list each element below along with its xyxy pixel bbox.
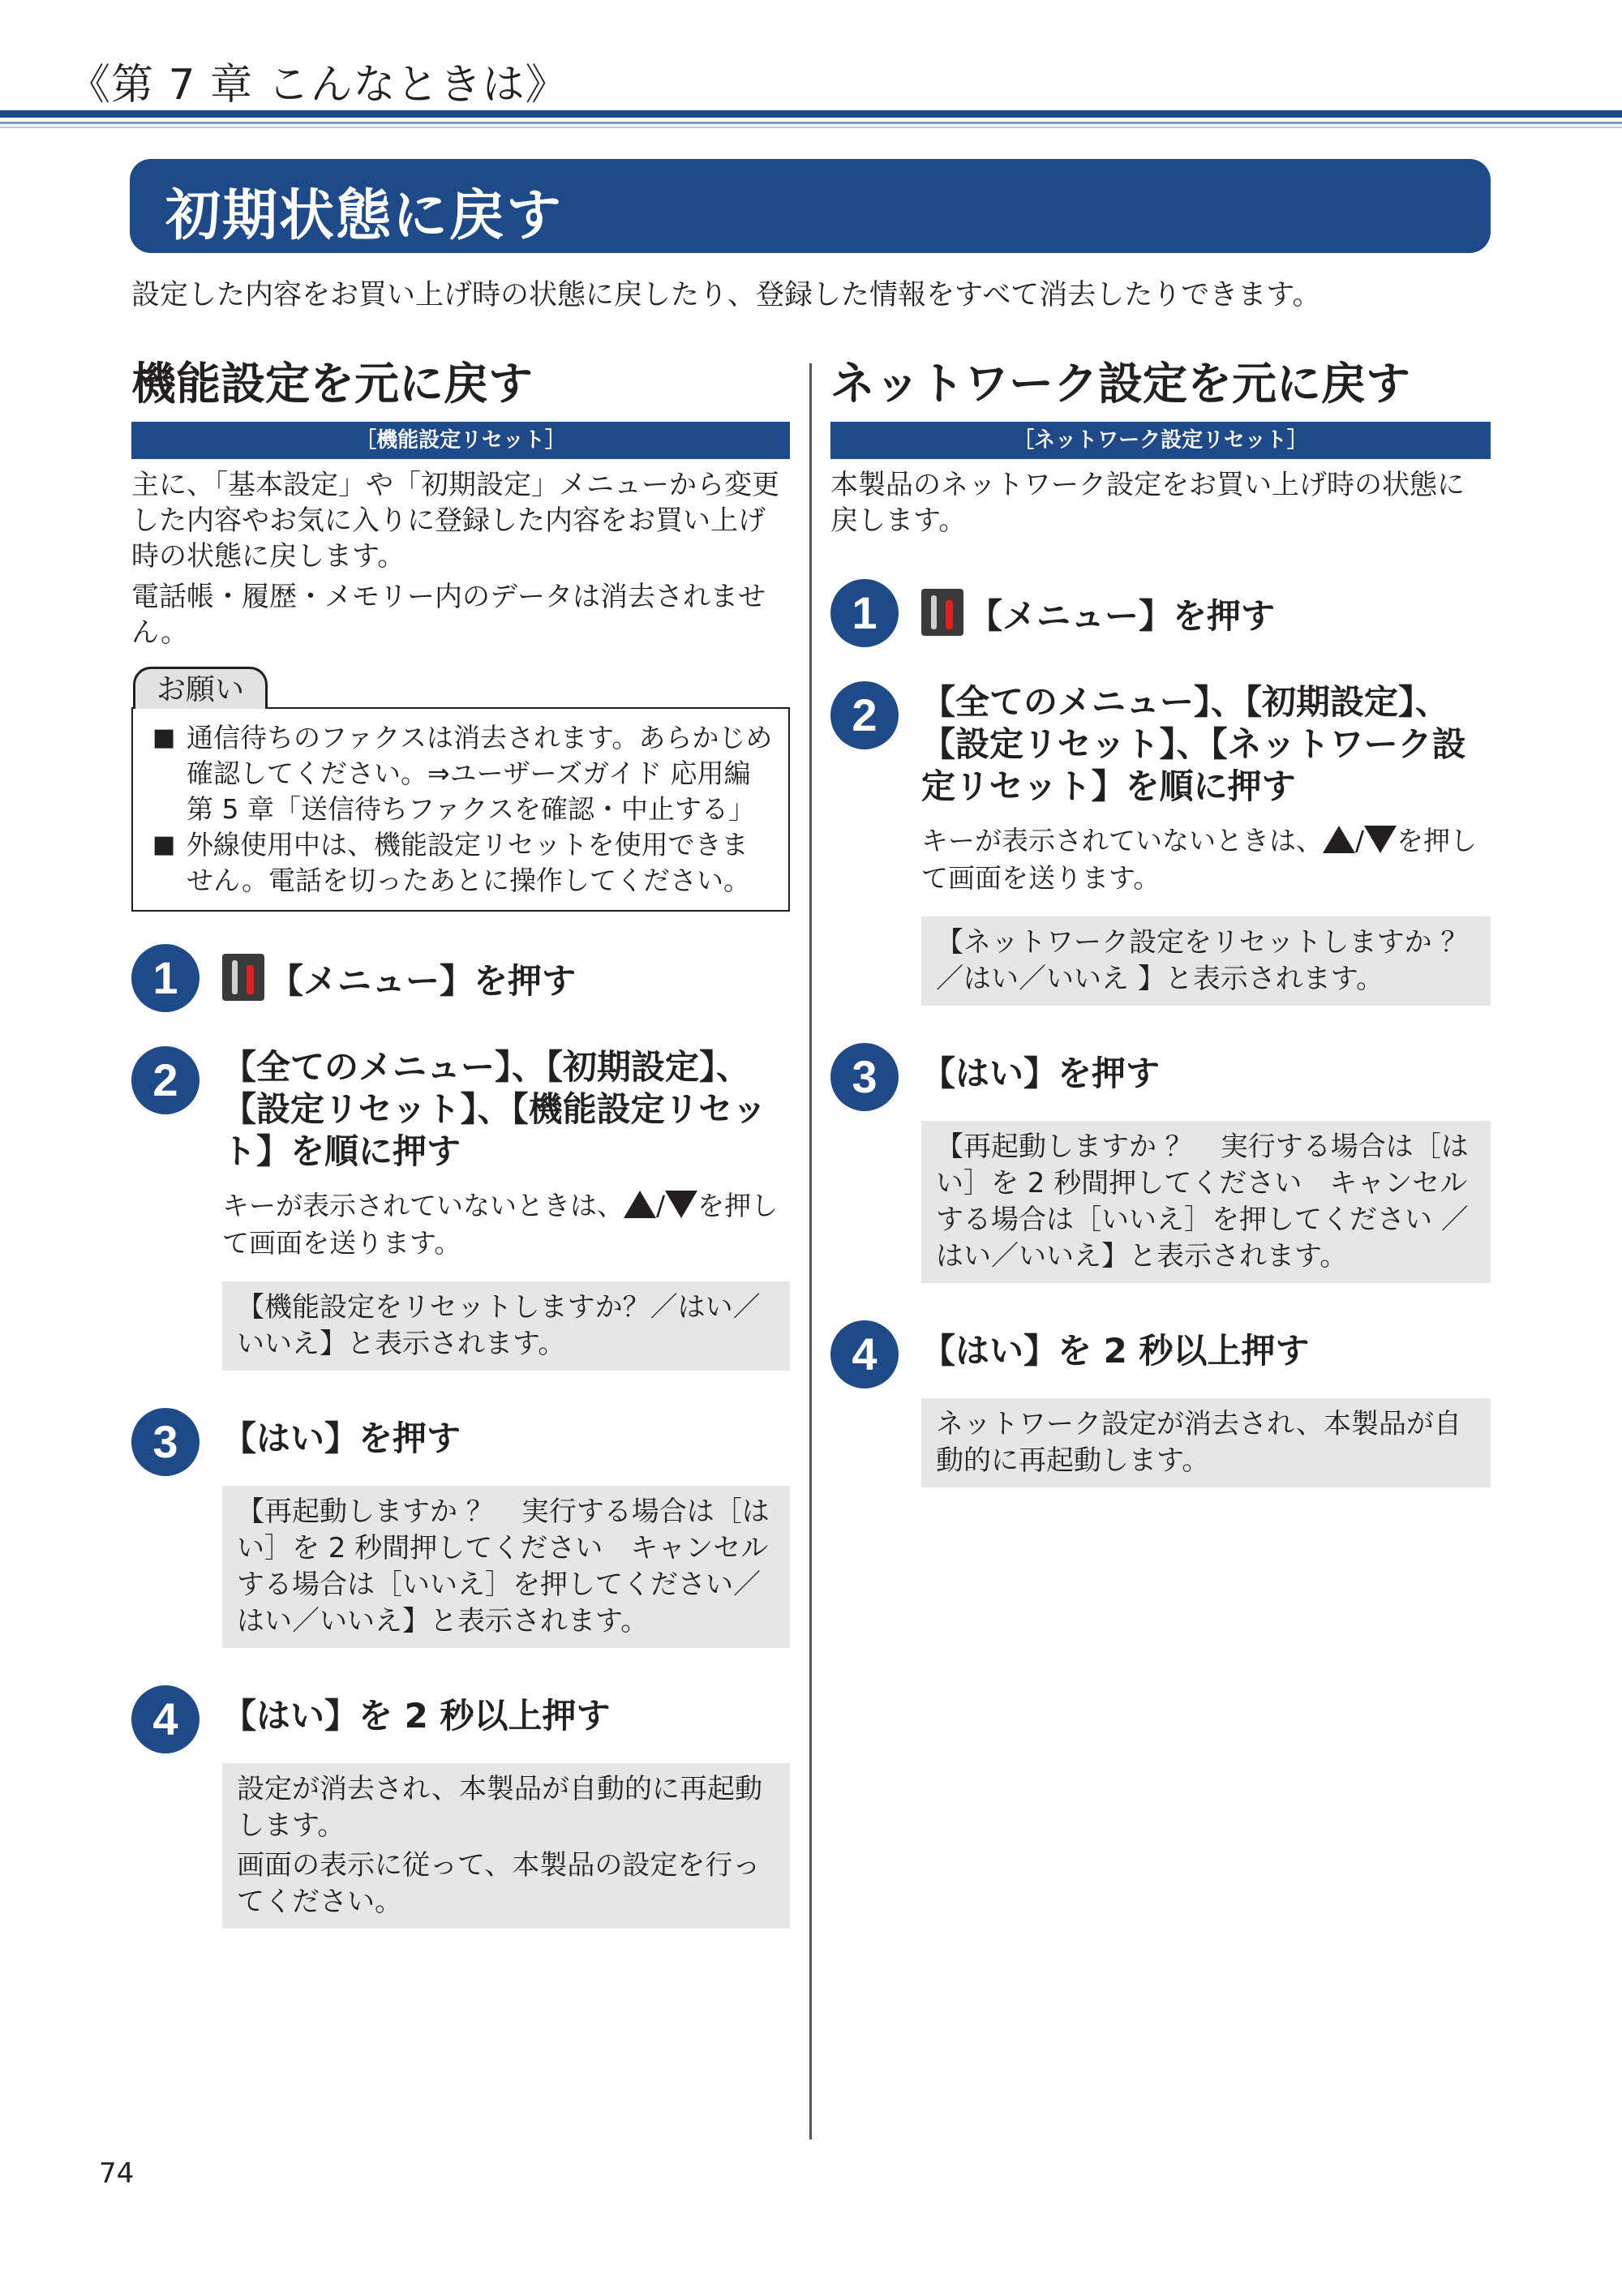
section-title: 機能設定を元に戻す	[131, 358, 534, 410]
section-band: ［ネットワーク設定リセット］	[830, 422, 1491, 459]
note-item	[152, 720, 774, 827]
header-rule-thin	[0, 127, 1622, 128]
result-text: 画面の表示に従って、本製品の設定を行ってください。	[237, 1849, 761, 1918]
triangle-up-icon	[1323, 826, 1355, 853]
section-title: ネットワーク設定を元に戻す	[830, 358, 1411, 410]
note-item	[152, 827, 774, 899]
step-number-badge: 4	[131, 1685, 200, 1753]
step-4	[830, 1320, 1491, 1388]
step-instruction: 【全てのメニュー】、【初期設定】、【設定リセット】、【機能設定リセット】を順に押す	[222, 1047, 767, 1171]
intro-text: 設定した内容をお買い上げ時の状態に戻したり、登録した情報をすべて消去したりできます。	[131, 279, 1321, 311]
column-divider	[809, 363, 812, 2139]
step-instruction: 【メニュー】を押す	[222, 954, 576, 1002]
step-instruction: 【はい】を 2 秒以上押す	[921, 1331, 1310, 1371]
step-number-badge: 1	[830, 579, 899, 647]
step-instruction: 【はい】を 2 秒以上押す	[222, 1696, 611, 1736]
note-item-text: 外線使用中は、機能設定リセットを使用できません。電話を切ったあとに操作してください。	[187, 829, 750, 896]
step-number-badge: 2	[830, 681, 899, 749]
square-bullet-icon: ■	[152, 723, 176, 752]
note-item-text: 通信待ちのファクスは消去されます。あらかじめ確認してください。⇒ユーザーズガイド 応用編 第 5 章「送信待ちファクスを確認・中止する」	[187, 722, 773, 825]
menu-tools-icon	[222, 954, 264, 1001]
step-1	[830, 579, 1491, 647]
menu-tools-icon	[921, 589, 963, 636]
step-instruction: 【はい】を押す	[921, 1054, 1161, 1093]
header-rule	[0, 110, 1622, 118]
step-number-badge: 4	[830, 1320, 899, 1388]
triangle-down-icon	[1364, 826, 1397, 853]
result-message-box: ネットワーク設定が消去され、本製品が自動的に再起動します。	[921, 1398, 1491, 1487]
screen-message-box: 【再起動しますか ？ 実行する場合は［はい］を 2 秒間押してください キャンセルする場合は［いいえ］を押してください ／はい／いいえ】と表示されます。	[921, 1121, 1491, 1283]
right-column	[830, 354, 1491, 1487]
note-box	[131, 707, 790, 912]
note-tab-label: お願い	[133, 667, 268, 709]
page-number: 74	[99, 2157, 135, 2190]
section-band: ［機能設定リセット］	[131, 422, 790, 459]
left-column	[131, 354, 790, 1929]
section-note-text: 電話帳・履歴・メモリー内のデータは消去されません。	[131, 581, 766, 649]
section-description: 本製品のネットワーク設定をお買い上げ時の状態に戻します。	[830, 469, 1465, 537]
step-description: キーが表示されていないときは、 / を押して画面を送ります。	[921, 825, 1478, 894]
page-title-bar	[130, 159, 1491, 253]
result-message-box	[222, 1763, 790, 1929]
step-3	[131, 1408, 790, 1476]
step-number-badge: 3	[131, 1408, 200, 1476]
step-2	[131, 1046, 790, 1173]
header-rule-thin	[0, 122, 1622, 124]
step-instruction: 【メニュー】を押す	[921, 589, 1275, 637]
step-4	[131, 1685, 790, 1753]
step-3	[830, 1043, 1491, 1111]
request-note	[131, 667, 790, 912]
step-1	[131, 944, 790, 1012]
triangle-up-icon	[624, 1191, 656, 1218]
step-number-badge: 1	[131, 944, 200, 1012]
square-bullet-icon: ■	[152, 830, 176, 859]
triangle-down-icon	[665, 1191, 697, 1218]
page-title: 初期状態に戻す	[165, 184, 564, 248]
step-description: キーが表示されていないときは、 / を押して画面を送ります。	[222, 1190, 779, 1259]
result-text: 設定が消去され、本製品が自動的に再起動します。	[237, 1773, 763, 1842]
screen-message-box: 【ネットワーク設定をリセットしますか ？ ／はい／いいえ 】と表示されます。	[921, 916, 1491, 1006]
section-description: 主に、「基本設定」や「初期設定」メニューから変更した内容やお気に入りに登録した内容をお買い上げ時の状態に戻します。	[131, 469, 779, 573]
chapter-heading: 《第 7 章 こんなときは》	[68, 61, 569, 109]
step-instruction: 【はい】を押す	[222, 1418, 461, 1458]
step-number-badge: 2	[131, 1046, 200, 1114]
screen-message-box: 【機能設定をリセットしますか？／はい／いいえ】と表示されます。	[222, 1281, 790, 1371]
step-number-badge: 3	[830, 1043, 899, 1111]
screen-message-box: 【再起動しますか ？ 実行する場合は［はい］を 2 秒間押してください キャンセルする場合は［いいえ］を押してください／はい／いいえ】と表示されます。	[222, 1486, 790, 1648]
step-2	[830, 681, 1491, 808]
step-instruction: 【全てのメニュー】、【初期設定】、【設定リセット】、【ネットワーク設定リセット】を順に押す	[921, 682, 1466, 806]
